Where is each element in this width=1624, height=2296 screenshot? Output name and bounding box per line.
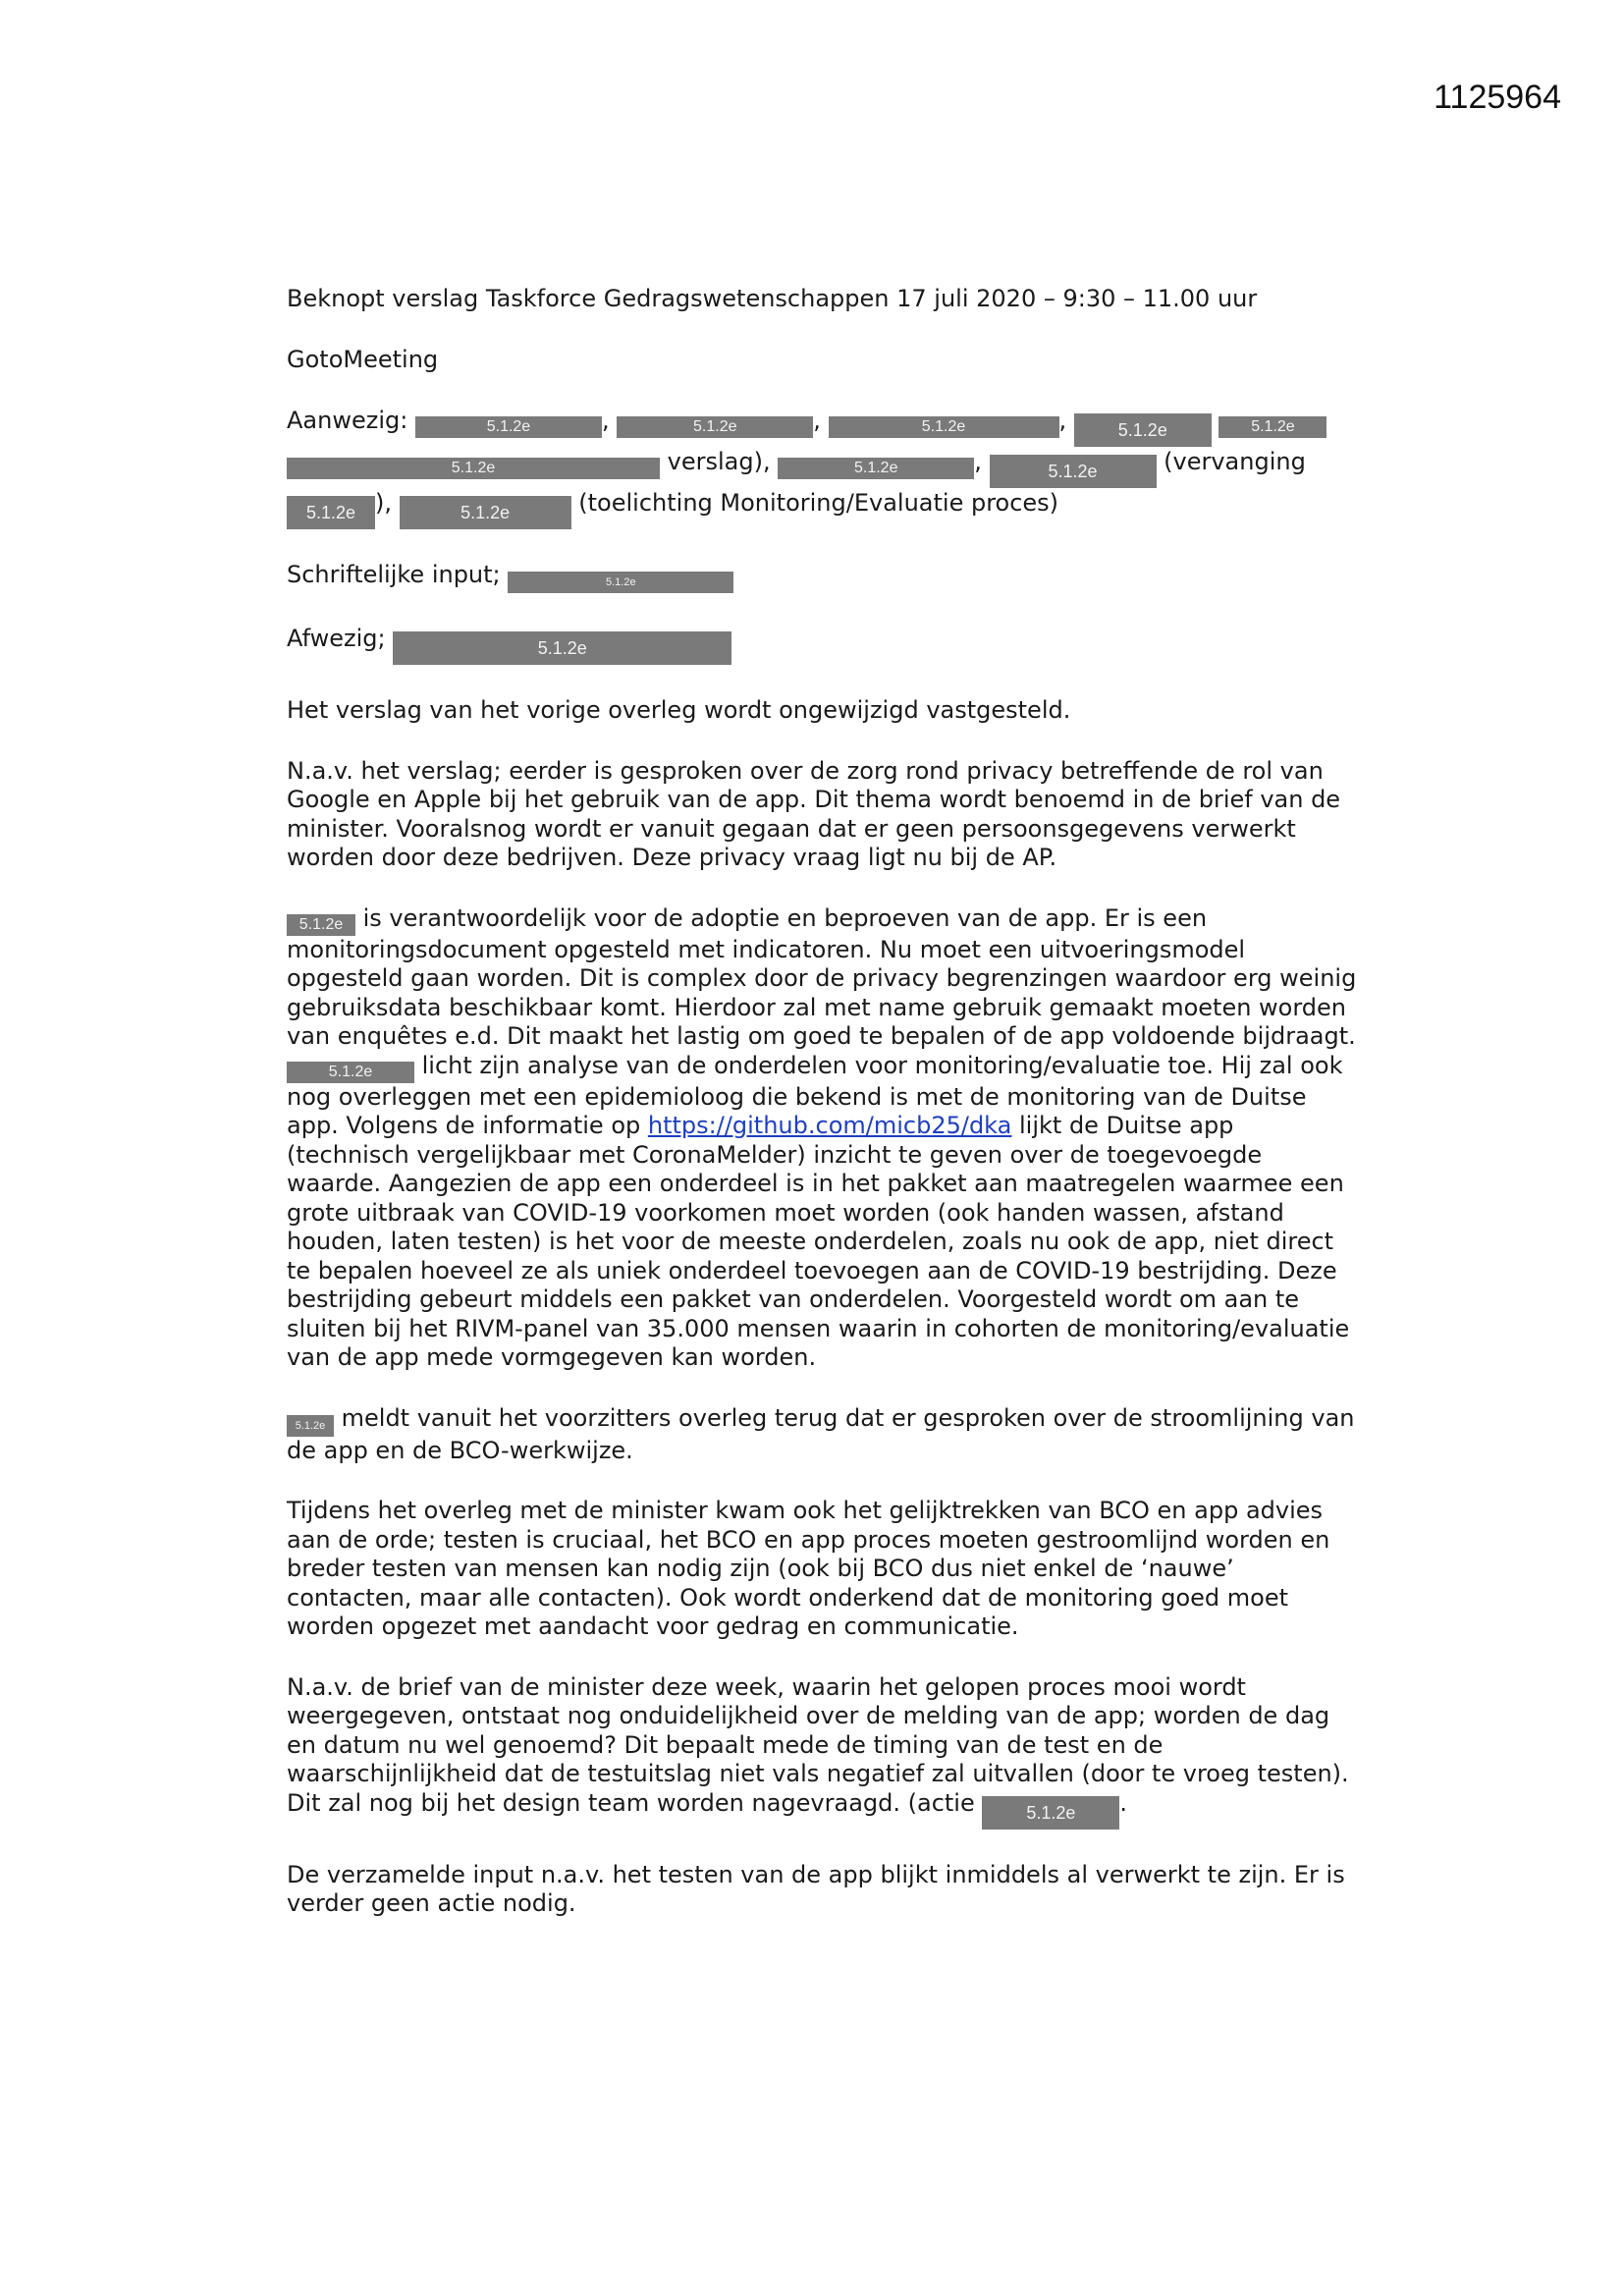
github-link[interactable]: https://github.com/micb25/dka: [647, 1112, 1012, 1139]
redaction-box: 5.1.2e: [990, 455, 1157, 488]
paragraph-5: Tijdens het overleg met de minister kwam ook het gelijktrekken van BCO en app advies aan de orde; testen is cruciaal, het BCO en app proces moeten gestroomlijnd worden en breder testen van mensen kan nodig zijn (ook bij BCO dus niet enkel de ‘nauwe’ contacten, maar alle contacten). Ook wordt onderkend dat de monitoring goed moet worden opgezet met aandacht voor gedrag en communicatie.: [287, 1497, 1330, 1640]
separator: ,: [813, 407, 821, 434]
paragraph-4: [287, 1404, 1357, 1466]
paragraph-6-end: .: [1119, 1788, 1128, 1817]
redaction-box: 5.1.2e: [287, 458, 660, 479]
paragraph-6: [287, 1673, 1357, 1830]
separator: ),: [375, 489, 392, 517]
paragraph-3: [287, 904, 1357, 1373]
redaction-box: 5.1.2e: [982, 1796, 1119, 1830]
redaction-box: 5.1.2e: [829, 416, 1059, 438]
fragment-verslag: verslag),: [667, 448, 771, 475]
redaction-box: 5.1.2e: [1074, 413, 1212, 447]
redaction-box: 5.1.2e: [287, 1062, 414, 1083]
fragment-toelichting: (toelichting Monitoring/Evaluatie proces): [578, 489, 1059, 517]
absent-label: Afwezig;: [287, 625, 386, 652]
redaction-box: 5.1.2e: [1218, 416, 1326, 438]
separator: ,: [601, 407, 610, 434]
redaction-box: 5.1.2e: [287, 1415, 334, 1437]
document-number: 1125964: [1434, 79, 1561, 116]
redaction-box: 5.1.2e: [287, 914, 355, 936]
paragraph-3-part-a: is verantwoordelijk voor de adoptie en beproeven van de app. Er is een monitoringsdocument opgesteld met indicatoren. Nu moet een uitvoeringsmodel opgesteld gaan worden. Dit is complex door de privacy begrenzingen waardoor erg weinig gebruiksdata beschikbaar komt. Hierdoor zal met name gebruik gemaakt moeten worden van enquêtes e.d. Dit maakt het lastig om goed te bepalen of de app voldoende bijdraagt.: [287, 903, 1357, 1050]
fragment-vervanging: (vervanging: [1164, 448, 1306, 475]
present-label: Aanwezig:: [287, 407, 408, 434]
paragraph-1: Het verslag van het vorige overleg wordt ongewijzigd vastgesteld.: [287, 696, 1071, 724]
separator: ,: [1058, 407, 1067, 434]
paragraph-3-part-c: lijkt de Duitse app (technisch vergelijkbaar met CoronaMelder) inzicht te geven over de toegevoegde waarde. Aangezien de app een onderdeel is in het pakket aan maatregelen waarmee een grote uitbraak van COVID-19 voorkomen moet worden (ook handen wassen, afstand houden, laten testen) is het voor de meeste onderdelen, zoals nu ook de app, niet direct te bepalen hoeveel ze als uniek onderdeel toevoegen aan de COVID-19 bestrijding. Deze bestrijding gebeurt middels een pakket van onderdelen. Voorgesteld wordt om aan te sluiten bij het RIVM-panel van 35.000 mensen waarin in cohorten de monitoring/evaluatie van de app mede vormgegeven kan worden.: [287, 1112, 1350, 1371]
attendance-written: [287, 561, 1357, 593]
redaction-box: 5.1.2e: [393, 631, 731, 665]
redaction-box: 5.1.2e: [778, 458, 974, 479]
meeting-platform: GotoMeeting: [287, 345, 439, 373]
redaction-box: 5.1.2e: [415, 416, 602, 438]
paragraph-3-part-b: licht zijn analyse van de onderdelen voor monitoring/evaluatie toe. Hij zal ook nog overleggen met een epidemioloog die bekend is met de monitoring van de Duitse app. Volgens de informatie op: [287, 1051, 1343, 1139]
redaction-box: 5.1.2e: [617, 416, 813, 438]
redaction-box: 5.1.2e: [287, 496, 375, 529]
minutes-title: Beknopt verslag Taskforce Gedragswetenschappen 17 juli 2020 – 9:30 – 11.00 uur: [287, 285, 1258, 312]
minutes-body: [287, 285, 1357, 1950]
redaction-box: 5.1.2e: [508, 572, 733, 593]
paragraph-6-text: N.a.v. de brief van de minister deze week, waarin het gelopen proces mooi wordt weergegeven, ontstaat nog onduidelijkheid over de melding van de app; worden de dag en datum nu wel genoemd? Dit bepaalt mede de timing van de test en de waarschijnlijkheid dat de testuitslag niet vals negatief zal uitvallen (door te vroeg testen). Dit zal nog bij het design team worden nagevraagd. (actie: [287, 1672, 1349, 1817]
attendance-absent: [287, 625, 1357, 665]
paragraph-4-text: meldt vanuit het voorzitters overleg terug dat er gesproken over de stroomlijning van de app en de BCO-werkwijze.: [287, 1403, 1355, 1464]
paragraph-7: De verzamelde input n.a.v. het testen van de app blijkt inmiddels al verwerkt te zijn. Er is verder geen actie nodig.: [287, 1860, 1345, 1917]
attendance-present: [287, 406, 1357, 529]
separator: ,: [974, 448, 982, 475]
paragraph-2: N.a.v. het verslag; eerder is gesproken over de zorg rond privacy betreffende de rol van Google en Apple bij het gebruik van de app. Dit thema wordt benoemd in de brief van de minister. Vooralsnog wordt er vanuit gegaan dat er geen persoonsgegevens verwerkt worden door deze bedrijven. Deze privacy vraag ligt nu bij de AP.: [287, 756, 1341, 871]
written-label: Schriftelijke input;: [287, 561, 501, 588]
redaction-box: 5.1.2e: [400, 496, 571, 529]
